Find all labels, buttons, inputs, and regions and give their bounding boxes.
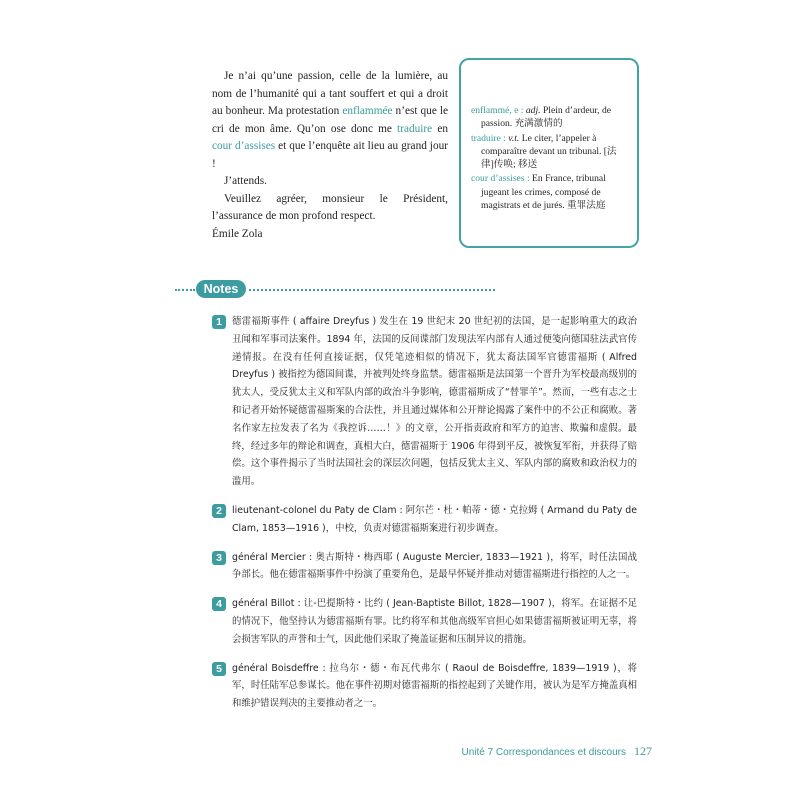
notes-list: [212, 313, 637, 724]
letter-paragraph-2: J’attends.: [224, 175, 267, 187]
note-text: général Billot : 让-巴提斯特・比约 ( Jean-Baptiste Billot, 1828—1907 )，将军。在证据不足的情况下，他坚持认为德雷福斯有罪。比约将军和其他高级军官担心如果德雷福斯被证明无辜，将会损害军队的声誉和士气，因此他们采取了掩盖证据和压制异议的措施。: [232, 598, 637, 645]
glossary-definition: Plein d’ardeur, de passion. 充满激情的: [481, 105, 612, 130]
glossary-term: cour d’assises :: [471, 173, 530, 185]
page-number: 127: [634, 744, 652, 758]
note-text: 德雷福斯事件 ( affaire Dreyfus ) 发生在 19 世纪末 20 世纪初的法国，是一起影响重大的政治丑闻和军事司法案件。1894 年，法国的反间谍部门发现法军内部有人通过便笺向德国驻法武官传递情报。在没有任何直接证据，仅凭笔迹相似的情况下，犹太裔法国军官德雷福斯 ( Alfred Dreyfus ) 被指控为德国间谍，并被判处终身监禁。德雷福斯是法国第一个晋升为军校最高级别的犹太人，受反犹太主义和军队内部的政治斗争影响，德雷福斯成了“替罪羊”。然而，一些有志之士和记者开始怀疑德雷福斯案的合法性，并且通过媒体和公开辩论揭露了案件中的不公正和腐败。著名作家左拉发表了名为《我控诉……！》的文章，公开指责政府和军方的迫害、欺骗和虚假。最终，经过多年的辩论和调查，真相大白，德雷福斯于 1906 年得到平反，被恢复军衔，并获得了赔偿。这个事件揭示了当时法国社会的深层次问题，包括反犹太主义、军队内部的腐败和政治权力的滥用。: [232, 316, 637, 488]
note-item: [212, 313, 637, 491]
notes-header: [175, 280, 495, 298]
vocabulary-box: [459, 58, 639, 248]
glossary-entry: [471, 172, 629, 212]
note-item: [212, 595, 637, 648]
note-text: général Mercier : 奥古斯特・梅西耶 ( Auguste Mercier, 1833—1921 )，将军，时任法国战争部长。他在德雷福斯事件中扮演了重要角色，是最早怀疑并推动对德雷福斯进行指控的人之一。: [232, 551, 637, 581]
glossary-entry: traduire : v.t. Le citer, l’appeler à comparaître devant un tribunal. [法律]传唤; 移送: [471, 132, 617, 171]
note-text: général Boisdeffre : 拉乌尔・德・布瓦代弗尔 ( Raoul de Boisdeffre, 1839—1919 )，将军，时任陆军总参谋长。他在事件初期对德雷福斯的指控起到了关键作用，被认为是军方掩盖真相和维护错误判决的主要推动者之一。: [232, 662, 637, 710]
glossary-definition: En France, tribunal jugeant les crimes, composé de magistrats et de jurés. 重罪法庭: [481, 173, 606, 212]
page-footer: [461, 744, 652, 759]
note-item: [212, 549, 637, 585]
highlight-enflammee: enflammée: [342, 105, 393, 117]
note-item: [212, 660, 637, 713]
highlight-traduire: traduire: [397, 122, 433, 135]
dotted-divider: [249, 289, 495, 291]
glossary-term: traduire :: [471, 132, 506, 144]
dotted-divider: [175, 289, 195, 291]
notes-label: Notes: [196, 280, 246, 298]
note-number-badge: 1: [212, 315, 226, 329]
signature: Émile Zola: [212, 227, 263, 240]
note-number-badge: 3: [212, 551, 226, 565]
note-item: [212, 502, 637, 538]
glossary-definition: Le citer, l’appeler à comparaître devant un tribunal. [法律]传唤; 移送: [481, 132, 617, 171]
highlight-cour-dassises: cour d’assises: [212, 140, 276, 152]
note-number-badge: 2: [212, 504, 226, 518]
letter-paragraph-1: Je n’ai qu’une passion, celle de la lumière, au nom de l’humanité qui a tant souffert et qui a droit au bonheur. Ma protestation enflammée n’est que le cri de mon âme. Qu’on ose donc me traduire en cour d’assises et que l’enquête ait lieu au grand jour !: [212, 70, 449, 170]
glossary-entry: enflammé, e : adj. Plein d’ardeur, de passion. 充满激情的: [471, 105, 612, 130]
unit-title: Unité 7 Correspondances et discours: [461, 747, 626, 758]
letter-excerpt: [212, 68, 448, 243]
note-number-badge: 5: [212, 662, 226, 676]
glossary-term: enflammé, e :: [471, 105, 524, 116]
note-text: lieutenant-colonel du Paty de Clam : 阿尔芒・杜・帕蒂・德・克拉姆 ( Armand du Paty de Clam, 1853—1916 )，中校，负责对德雷福斯案进行初步调查。: [232, 504, 637, 534]
letter-paragraph-3: Veuillez agréer, monsieur le Président, l’assurance de mon profond respect.: [212, 192, 448, 222]
note-number-badge: 4: [212, 597, 226, 611]
